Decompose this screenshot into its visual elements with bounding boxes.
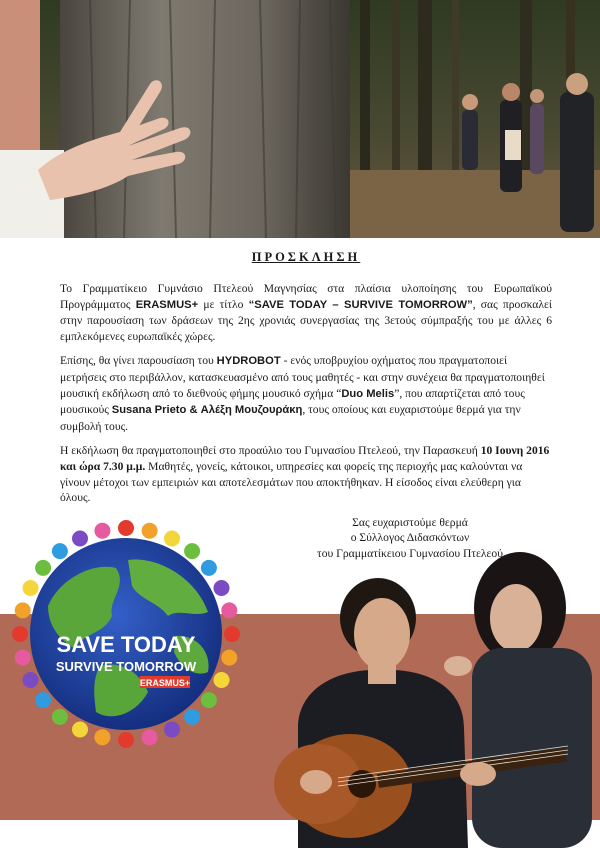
paragraph-event <box>60 443 552 505</box>
erasmus-label: ERASMUS+ <box>135 298 199 311</box>
globe-hands-icon <box>8 516 244 752</box>
musicians-photo <box>258 548 600 848</box>
paragraph-hydrobot <box>60 353 552 434</box>
hydrobot-text-4: , τους οποίους και ευχαριστούμε θερμά για την συμβολή τους. <box>60 403 521 433</box>
logo-line-2: SURVIVE TOMORROW <box>55 659 197 674</box>
hand-mark <box>164 722 180 738</box>
hand-mark <box>118 520 134 536</box>
hand-mark <box>72 531 88 547</box>
invitation-content <box>60 238 552 562</box>
save-today-logo <box>8 516 244 752</box>
hydrobot-text: Επίσης, θα γίνει παρουσίαση του <box>60 354 217 368</box>
hand-mark <box>118 732 134 748</box>
hydrobot-label: HYDROBOT <box>216 355 281 368</box>
hand-mark <box>52 709 68 725</box>
event-date: 10 Ιουνη 2016 και ώρα 7.30 μ.μ. <box>60 444 550 473</box>
hand-mark <box>15 650 31 666</box>
hand-mark <box>184 543 200 559</box>
duo-melis-label: Duo Melis <box>341 387 395 400</box>
hand-mark <box>221 602 237 618</box>
hand-mark <box>214 580 230 596</box>
signature-line-1: Σας ευχαριστούμε θερμά <box>352 515 468 529</box>
musicians-names: Susana Prieto & Αλέξη Μουζουράκη <box>111 404 303 417</box>
intro-text-2: με τίτλο <box>198 297 249 311</box>
signature-line-3: του Γραμματίκειου Γυμνασίου Πτελεού <box>317 546 503 560</box>
signature-line-2: ο Σύλλογος Διδασκόντων <box>350 531 470 545</box>
paragraph-intro <box>60 281 552 344</box>
intro-text: Το Γραμματίκειο Γυμνάσιο Πτελεού Μαγνησίας στα πλαίσια υλοποίησης του Ευρωπαϊκού Προγράμματος <box>60 282 552 311</box>
hand-mark <box>142 729 158 745</box>
hand-mark <box>94 523 110 539</box>
event-text-2: Μαθητές, γονείς, κάτοικοι, υπηρεσίες και φορείς της περιοχής μας καλούνται να γίνουν μέτοχοι των εμπειριών και αποτελεσμάτων που αποκτήθηκαν. Η είσοδος είναι ελεύθερη για όλους. <box>60 459 523 505</box>
project-title: “SAVE TODAY – SURVIVE TOMORROW” <box>248 298 473 311</box>
hand-mark <box>72 722 88 738</box>
header-photo <box>0 0 600 238</box>
hand-mark <box>221 650 237 666</box>
hand-mark <box>52 543 68 559</box>
forest-tree-hug-photo <box>0 0 600 238</box>
hand-mark <box>94 729 110 745</box>
intro-text-3: , σας προσκαλεί στην παρουσίαση των δράσεων της 2ης χρονιάς συνεργασίας της 3ετούς σύμπραξής του με άλλες 6 εμπλεκόμενες ευρωπαϊκές χώρες. <box>60 297 552 343</box>
hand-mark <box>224 626 240 642</box>
invitation-title: ΠΡΟΣΚΛΗΣΗ <box>251 250 361 264</box>
hand-mark <box>12 626 28 642</box>
hand-mark <box>164 531 180 547</box>
hand-mark <box>23 580 39 596</box>
hand-mark <box>23 672 39 688</box>
hand-mark <box>201 560 217 576</box>
hand-mark <box>35 692 51 708</box>
hand-mark <box>142 523 158 539</box>
guitar-duo-photo <box>258 548 600 848</box>
hydrobot-text-3: ”, που απαρτίζεται από τους μουσικούς <box>60 386 525 417</box>
hand-mark <box>35 560 51 576</box>
hand-mark <box>214 672 230 688</box>
hand-mark <box>184 709 200 725</box>
event-text: Η εκδήλωση θα πραγματοποιηθεί στο προαύλιο του Γυμνασίου Πτελεού, την Παρασκευή <box>60 444 481 458</box>
hand-mark <box>15 602 31 618</box>
hydrobot-text-2: - ενός υποβρυχίου οχήματος που πραγματοποιεί μετρήσεις στο περιβάλλον, κατασκευασμένο από τους μαθητές - και στην συνέχεια θα πραγματοποιηθεί μουσική εκδήλωση από το διεθνούς φήμης μουσικό σχήμα “ <box>60 354 545 400</box>
hand-mark <box>201 692 217 708</box>
logo-line-1: SAVE TODAY <box>56 632 196 657</box>
logo-line-3: ERASMUS+ <box>139 678 191 688</box>
